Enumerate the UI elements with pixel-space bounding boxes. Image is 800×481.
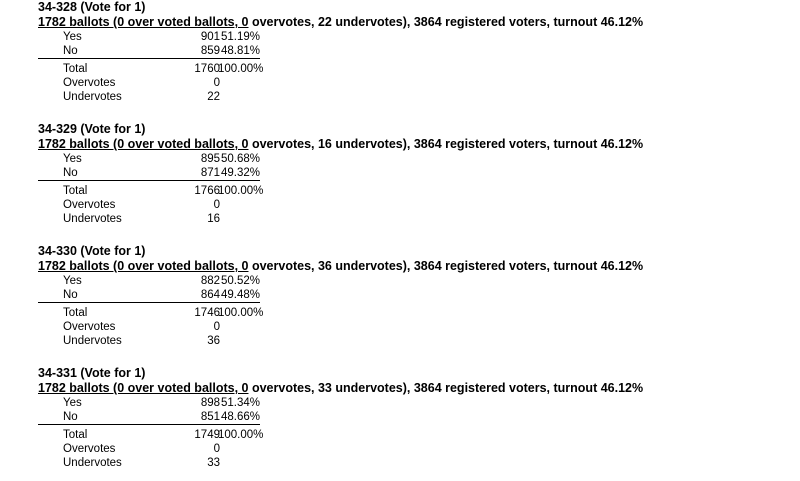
results-table [38, 152, 278, 226]
total-percent: 100.00% [218, 307, 264, 319]
contest-section [38, 122, 788, 226]
summary-underlined: 1782 ballots (0 over voted ballots, 0 [38, 381, 249, 395]
choice-label: Yes [63, 275, 82, 287]
contest-section [38, 0, 788, 104]
total-label: Total [63, 63, 88, 75]
choice-percent: 50.52% [220, 275, 260, 287]
overvotes-label: Overvotes [63, 443, 116, 455]
total-votes: 1749 [194, 429, 220, 441]
total-percent: 100.00% [218, 185, 264, 197]
result-row-no [38, 288, 260, 303]
total-votes: 1766 [194, 185, 220, 197]
result-row-yes [38, 30, 278, 44]
choice-votes: 898 [200, 397, 220, 409]
overvotes-count: 0 [213, 199, 220, 211]
undervotes-label: Undervotes [63, 457, 122, 469]
choice-percent: 51.34% [220, 397, 260, 409]
contest-summary [38, 15, 788, 29]
choice-label: No [63, 411, 78, 423]
result-row-yes [38, 396, 278, 410]
total-row [38, 306, 278, 320]
results-table [38, 396, 278, 470]
undervotes-row [38, 90, 278, 104]
total-votes: 1746 [194, 307, 220, 319]
summary-underlined: 1782 ballots (0 over voted ballots, 0 [38, 137, 249, 151]
contest-summary [38, 381, 788, 395]
overvotes-label: Overvotes [63, 77, 116, 89]
choice-label: Yes [63, 397, 82, 409]
choice-label: No [63, 45, 78, 57]
choice-percent: 49.32% [220, 167, 260, 179]
choice-label: Yes [63, 153, 82, 165]
undervotes-count: 16 [207, 213, 220, 225]
contest-title: 34-329 (Vote for 1) [38, 122, 146, 136]
overvotes-count: 0 [213, 77, 220, 89]
undervotes-label: Undervotes [63, 335, 122, 347]
results-table [38, 274, 278, 348]
choice-percent: 50.68% [220, 153, 260, 165]
result-row-no [38, 44, 260, 59]
undervotes-count: 22 [207, 91, 220, 103]
contest-section [38, 366, 788, 470]
contest-summary [38, 137, 788, 151]
result-row-yes [38, 152, 278, 166]
contest-section [38, 244, 788, 348]
undervotes-row [38, 212, 278, 226]
total-percent: 100.00% [218, 429, 264, 441]
choice-votes: 864 [200, 289, 220, 301]
undervotes-count: 33 [207, 457, 220, 469]
choice-percent: 48.81% [220, 45, 260, 57]
total-percent: 100.00% [218, 63, 264, 75]
result-row-no [38, 410, 260, 425]
choice-votes: 851 [200, 411, 220, 423]
summary-underlined: 1782 ballots (0 over voted ballots, 0 [38, 15, 249, 29]
contest-summary [38, 259, 788, 273]
summary-rest: overvotes, 33 undervotes), 3864 registered voters, turnout 46.12% [248, 381, 644, 395]
total-row [38, 62, 278, 76]
overvotes-row [38, 320, 278, 334]
choice-votes: 859 [200, 45, 220, 57]
overvotes-count: 0 [213, 321, 220, 333]
choice-votes: 882 [200, 275, 220, 287]
choice-votes: 901 [200, 31, 220, 43]
summary-underlined: 1782 ballots (0 over voted ballots, 0 [38, 259, 249, 273]
overvotes-label: Overvotes [63, 199, 116, 211]
contest-title: 34-328 (Vote for 1) [38, 0, 146, 14]
total-label: Total [63, 429, 88, 441]
choice-percent: 51.19% [220, 31, 260, 43]
choice-votes: 871 [200, 167, 220, 179]
result-row-yes [38, 274, 278, 288]
summary-rest: overvotes, 22 undervotes), 3864 registered voters, turnout 46.12% [248, 15, 644, 29]
choice-label: Yes [63, 31, 82, 43]
contest-title: 34-330 (Vote for 1) [38, 244, 146, 258]
overvotes-label: Overvotes [63, 321, 116, 333]
total-row [38, 184, 278, 198]
choice-label: No [63, 167, 78, 179]
total-label: Total [63, 185, 88, 197]
summary-rest: overvotes, 36 undervotes), 3864 registered voters, turnout 46.12% [248, 259, 644, 273]
overvotes-row [38, 76, 278, 90]
total-votes: 1760 [194, 63, 220, 75]
choice-percent: 48.66% [220, 411, 260, 423]
undervotes-count: 36 [207, 335, 220, 347]
results-table [38, 30, 278, 104]
contest-title: 34-331 (Vote for 1) [38, 366, 146, 380]
summary-rest: overvotes, 16 undervotes), 3864 registered voters, turnout 46.12% [248, 137, 644, 151]
undervotes-row [38, 334, 278, 348]
overvotes-row [38, 442, 278, 456]
undervotes-label: Undervotes [63, 213, 122, 225]
overvotes-count: 0 [213, 443, 220, 455]
undervotes-row [38, 456, 278, 470]
total-row [38, 428, 278, 442]
choice-votes: 895 [200, 153, 220, 165]
choice-percent: 49.48% [220, 289, 260, 301]
total-label: Total [63, 307, 88, 319]
choice-label: No [63, 289, 78, 301]
result-row-no [38, 166, 260, 181]
overvotes-row [38, 198, 278, 212]
undervotes-label: Undervotes [63, 91, 122, 103]
